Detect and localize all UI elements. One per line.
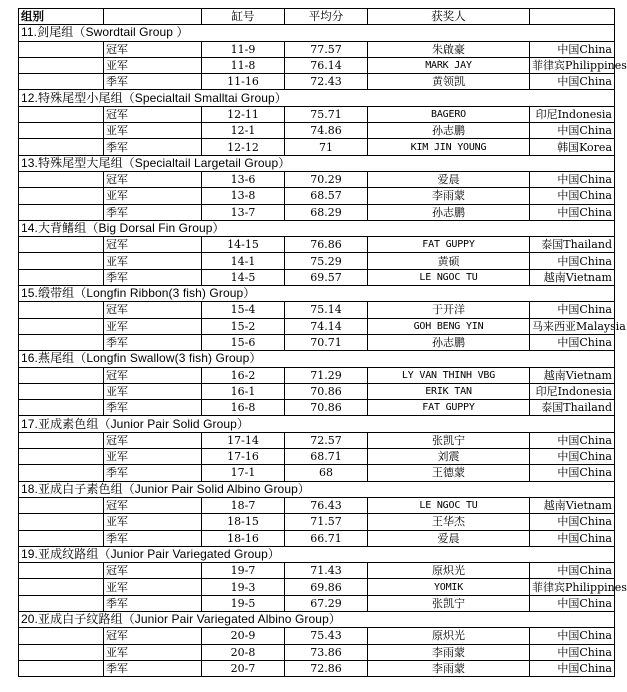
winner-cell: 孙志鹏 bbox=[368, 204, 530, 220]
empty-cell bbox=[19, 660, 104, 676]
empty-cell bbox=[19, 530, 104, 546]
table-row bbox=[19, 74, 615, 90]
empty-cell bbox=[19, 41, 104, 57]
score-cell: 70.71 bbox=[285, 334, 368, 350]
country-cell: 中国China bbox=[530, 41, 615, 57]
score-cell: 71.43 bbox=[285, 563, 368, 579]
group-title: 19.亚成纹路组（Junior Pair Variegated Group） bbox=[19, 546, 615, 562]
score-cell: 72.86 bbox=[285, 660, 368, 676]
table-header-row bbox=[19, 9, 615, 25]
group-title: 11.剑尾组（Swordtail Group ） bbox=[19, 25, 615, 41]
country-cell: 印尼Indonesia bbox=[530, 383, 615, 399]
header-country bbox=[530, 9, 615, 25]
tank-cell: 17-1 bbox=[202, 465, 285, 481]
rank-cell: 季军 bbox=[104, 139, 202, 155]
tank-cell: 14-5 bbox=[202, 269, 285, 285]
tank-cell: 13-6 bbox=[202, 171, 285, 187]
table-row bbox=[19, 139, 615, 155]
country-cell: 中国China bbox=[530, 660, 615, 676]
header-group: 组别 bbox=[19, 9, 104, 25]
winner-cell: 李雨蒙 bbox=[368, 188, 530, 204]
table-row bbox=[19, 204, 615, 220]
table-row bbox=[19, 400, 615, 416]
group-title-row bbox=[19, 416, 615, 432]
country-cell: 中国China bbox=[530, 188, 615, 204]
rank-cell: 亚军 bbox=[104, 514, 202, 530]
score-cell: 68.71 bbox=[285, 449, 368, 465]
empty-cell bbox=[19, 269, 104, 285]
header-tank: 缸号 bbox=[202, 9, 285, 25]
country-cell: 中国China bbox=[530, 465, 615, 481]
score-cell: 75.71 bbox=[285, 106, 368, 122]
group-title: 12.特殊尾型小尾组（Specialtail Smalltai Group） bbox=[19, 90, 615, 106]
country-cell: 菲律宾Philippines bbox=[530, 57, 615, 73]
empty-cell bbox=[19, 514, 104, 530]
country-cell: 中国China bbox=[530, 449, 615, 465]
tank-cell: 16-2 bbox=[202, 367, 285, 383]
table-row bbox=[19, 237, 615, 253]
winner-cell: 孙志鹏 bbox=[368, 334, 530, 350]
tank-cell: 17-16 bbox=[202, 449, 285, 465]
empty-cell bbox=[19, 188, 104, 204]
winner-cell: FAT GUPPY bbox=[368, 400, 530, 416]
empty-cell bbox=[19, 74, 104, 90]
country-cell: 中国China bbox=[530, 432, 615, 448]
winner-cell: 黄硕 bbox=[368, 253, 530, 269]
rank-cell: 亚军 bbox=[104, 449, 202, 465]
country-cell: 中国China bbox=[530, 204, 615, 220]
rank-cell: 季军 bbox=[104, 595, 202, 611]
tank-cell: 14-15 bbox=[202, 237, 285, 253]
results-table bbox=[18, 8, 627, 677]
results-sheet bbox=[18, 8, 627, 677]
empty-cell bbox=[19, 579, 104, 595]
tank-cell: 18-15 bbox=[202, 514, 285, 530]
rank-cell: 亚军 bbox=[104, 188, 202, 204]
group-title: 15.缎带组（Longfin Ribbon(3 fish) Group） bbox=[19, 286, 615, 302]
rank-cell: 冠军 bbox=[104, 628, 202, 644]
tank-cell: 11-16 bbox=[202, 74, 285, 90]
results-table-body bbox=[19, 9, 627, 677]
tank-cell: 15-6 bbox=[202, 334, 285, 350]
score-cell: 71 bbox=[285, 139, 368, 155]
country-cell: 中国China bbox=[530, 123, 615, 139]
empty-cell bbox=[19, 57, 104, 73]
tank-cell: 13-7 bbox=[202, 204, 285, 220]
group-title-row bbox=[19, 155, 615, 171]
score-cell: 71.57 bbox=[285, 514, 368, 530]
table-row bbox=[19, 106, 615, 122]
winner-cell: 原炽光 bbox=[368, 628, 530, 644]
group-title: 17.亚成素色组（Junior Pair Solid Group） bbox=[19, 416, 615, 432]
empty-cell bbox=[19, 628, 104, 644]
rank-cell: 冠军 bbox=[104, 302, 202, 318]
header-rank bbox=[104, 9, 202, 25]
table-row bbox=[19, 644, 615, 660]
table-row bbox=[19, 579, 615, 595]
rank-cell: 亚军 bbox=[104, 253, 202, 269]
group-title-row bbox=[19, 546, 615, 562]
rank-cell: 季军 bbox=[104, 660, 202, 676]
empty-cell bbox=[19, 204, 104, 220]
winner-cell: FAT GUPPY bbox=[368, 237, 530, 253]
table-row bbox=[19, 269, 615, 285]
table-row bbox=[19, 530, 615, 546]
country-cell: 中国China bbox=[530, 253, 615, 269]
winner-cell: 孙志鹏 bbox=[368, 123, 530, 139]
table-row bbox=[19, 367, 615, 383]
rank-cell: 亚军 bbox=[104, 318, 202, 334]
score-cell: 72.43 bbox=[285, 74, 368, 90]
country-cell: 中国China bbox=[530, 595, 615, 611]
table-row bbox=[19, 595, 615, 611]
empty-cell bbox=[19, 106, 104, 122]
rank-cell: 冠军 bbox=[104, 563, 202, 579]
tank-cell: 19-7 bbox=[202, 563, 285, 579]
winner-cell: 张凯宁 bbox=[368, 432, 530, 448]
country-cell: 中国China bbox=[530, 334, 615, 350]
score-cell: 70.86 bbox=[285, 400, 368, 416]
tank-cell: 11-9 bbox=[202, 41, 285, 57]
country-cell: 中国China bbox=[530, 171, 615, 187]
country-cell: 中国China bbox=[530, 74, 615, 90]
empty-cell bbox=[19, 644, 104, 660]
group-title: 20.亚成白子纹路组（Junior Pair Variegated Albino Group） bbox=[19, 611, 615, 627]
group-title: 16.燕尾组（Longfin Swallow(3 fish) Group） bbox=[19, 351, 615, 367]
score-cell: 67.29 bbox=[285, 595, 368, 611]
country-cell: 越南Vietnam bbox=[530, 367, 615, 383]
country-cell: 韩国Korea bbox=[530, 139, 615, 155]
tank-cell: 14-1 bbox=[202, 253, 285, 269]
rank-cell: 冠军 bbox=[104, 497, 202, 513]
winner-cell: LY VAN THINH VBG bbox=[368, 367, 530, 383]
group-title: 14.大背鳍组（Big Dorsal Fin Group） bbox=[19, 220, 615, 236]
winner-cell: LE NGOC TU bbox=[368, 269, 530, 285]
tank-cell: 19-5 bbox=[202, 595, 285, 611]
winner-cell: YOMIK bbox=[368, 579, 530, 595]
table-row bbox=[19, 302, 615, 318]
country-cell: 中国China bbox=[530, 563, 615, 579]
rank-cell: 亚军 bbox=[104, 57, 202, 73]
rank-cell: 季军 bbox=[104, 74, 202, 90]
table-row bbox=[19, 628, 615, 644]
table-row bbox=[19, 465, 615, 481]
country-cell: 越南Vietnam bbox=[530, 497, 615, 513]
winner-cell: 李雨蒙 bbox=[368, 644, 530, 660]
rank-cell: 季军 bbox=[104, 400, 202, 416]
tank-cell: 12-12 bbox=[202, 139, 285, 155]
tank-cell: 19-3 bbox=[202, 579, 285, 595]
table-row bbox=[19, 57, 615, 73]
rank-cell: 冠军 bbox=[104, 432, 202, 448]
group-title: 13.特殊尾型大尾组（Specialtail Largetail Group） bbox=[19, 155, 615, 171]
score-cell: 74.14 bbox=[285, 318, 368, 334]
group-title-row bbox=[19, 351, 615, 367]
table-row bbox=[19, 514, 615, 530]
rank-cell: 亚军 bbox=[104, 123, 202, 139]
group-title-row bbox=[19, 220, 615, 236]
empty-cell bbox=[19, 595, 104, 611]
empty-cell bbox=[19, 302, 104, 318]
empty-cell bbox=[19, 432, 104, 448]
table-row bbox=[19, 188, 615, 204]
empty-cell bbox=[19, 449, 104, 465]
table-row bbox=[19, 171, 615, 187]
country-cell: 泰国Thailand bbox=[530, 400, 615, 416]
empty-cell bbox=[19, 465, 104, 481]
score-cell: 72.57 bbox=[285, 432, 368, 448]
empty-cell bbox=[19, 497, 104, 513]
country-cell: 中国China bbox=[530, 628, 615, 644]
winner-cell: 李雨蒙 bbox=[368, 660, 530, 676]
rank-cell: 亚军 bbox=[104, 579, 202, 595]
tank-cell: 11-8 bbox=[202, 57, 285, 73]
empty-cell bbox=[19, 253, 104, 269]
empty-cell bbox=[19, 318, 104, 334]
empty-cell bbox=[19, 123, 104, 139]
header-winner: 获奖人 bbox=[368, 9, 530, 25]
header-avg: 平均分 bbox=[285, 9, 368, 25]
empty-cell bbox=[19, 383, 104, 399]
score-cell: 70.29 bbox=[285, 171, 368, 187]
country-cell: 中国China bbox=[530, 302, 615, 318]
country-cell: 印尼Indonesia bbox=[530, 106, 615, 122]
tank-cell: 20-8 bbox=[202, 644, 285, 660]
tank-cell: 12-11 bbox=[202, 106, 285, 122]
winner-cell: 张凯宁 bbox=[368, 595, 530, 611]
tank-cell: 18-16 bbox=[202, 530, 285, 546]
group-title-row bbox=[19, 611, 615, 627]
winner-cell: GOH BENG YIN bbox=[368, 318, 530, 334]
country-cell: 泰国Thailand bbox=[530, 237, 615, 253]
score-cell: 71.29 bbox=[285, 367, 368, 383]
rank-cell: 冠军 bbox=[104, 367, 202, 383]
country-cell: 中国China bbox=[530, 530, 615, 546]
score-cell: 76.43 bbox=[285, 497, 368, 513]
score-cell: 76.86 bbox=[285, 237, 368, 253]
winner-cell: 于开洋 bbox=[368, 302, 530, 318]
winner-cell: 朱啟豪 bbox=[368, 41, 530, 57]
country-cell: 越南Vietnam bbox=[530, 269, 615, 285]
score-cell: 76.14 bbox=[285, 57, 368, 73]
group-title-row bbox=[19, 90, 615, 106]
tank-cell: 18-7 bbox=[202, 497, 285, 513]
table-row bbox=[19, 383, 615, 399]
tank-cell: 13-8 bbox=[202, 188, 285, 204]
empty-cell bbox=[19, 400, 104, 416]
table-row bbox=[19, 449, 615, 465]
score-cell: 73.86 bbox=[285, 644, 368, 660]
score-cell: 75.29 bbox=[285, 253, 368, 269]
tank-cell: 20-9 bbox=[202, 628, 285, 644]
score-cell: 75.43 bbox=[285, 628, 368, 644]
country-cell: 中国China bbox=[530, 644, 615, 660]
tank-cell: 17-14 bbox=[202, 432, 285, 448]
country-cell: 菲律宾Philippines bbox=[530, 579, 615, 595]
tank-cell: 16-1 bbox=[202, 383, 285, 399]
score-cell: 74.86 bbox=[285, 123, 368, 139]
tank-cell: 15-2 bbox=[202, 318, 285, 334]
rank-cell: 冠军 bbox=[104, 41, 202, 57]
rank-cell: 季军 bbox=[104, 269, 202, 285]
score-cell: 68 bbox=[285, 465, 368, 481]
empty-cell bbox=[19, 171, 104, 187]
table-row bbox=[19, 318, 615, 334]
score-cell: 69.86 bbox=[285, 579, 368, 595]
score-cell: 75.14 bbox=[285, 302, 368, 318]
table-row bbox=[19, 563, 615, 579]
table-row bbox=[19, 497, 615, 513]
group-title-row bbox=[19, 25, 615, 41]
score-cell: 68.57 bbox=[285, 188, 368, 204]
winner-cell: LE NGOC TU bbox=[368, 497, 530, 513]
table-row bbox=[19, 334, 615, 350]
tank-cell: 20-7 bbox=[202, 660, 285, 676]
winner-cell: 刘震 bbox=[368, 449, 530, 465]
tank-cell: 16-8 bbox=[202, 400, 285, 416]
winner-cell: MARK JAY bbox=[368, 57, 530, 73]
winner-cell: 王华杰 bbox=[368, 514, 530, 530]
score-cell: 70.86 bbox=[285, 383, 368, 399]
rank-cell: 亚军 bbox=[104, 383, 202, 399]
score-cell: 77.57 bbox=[285, 41, 368, 57]
winner-cell: KIM JIN YOUNG bbox=[368, 139, 530, 155]
score-cell: 66.71 bbox=[285, 530, 368, 546]
rank-cell: 季军 bbox=[104, 465, 202, 481]
rank-cell: 季军 bbox=[104, 530, 202, 546]
winner-cell: 原炽光 bbox=[368, 563, 530, 579]
rank-cell: 冠军 bbox=[104, 237, 202, 253]
winner-cell: ERIK TAN bbox=[368, 383, 530, 399]
tank-cell: 12-1 bbox=[202, 123, 285, 139]
country-cell: 中国China bbox=[530, 514, 615, 530]
table-row bbox=[19, 253, 615, 269]
tank-cell: 15-4 bbox=[202, 302, 285, 318]
winner-cell: 爱晨 bbox=[368, 530, 530, 546]
empty-cell bbox=[19, 139, 104, 155]
empty-cell bbox=[19, 334, 104, 350]
empty-cell bbox=[19, 563, 104, 579]
winner-cell: 爱晨 bbox=[368, 171, 530, 187]
group-title-row bbox=[19, 286, 615, 302]
table-row bbox=[19, 123, 615, 139]
empty-cell bbox=[19, 367, 104, 383]
score-cell: 69.57 bbox=[285, 269, 368, 285]
group-title: 18.亚成白子素色组（Junior Pair Solid Albino Group） bbox=[19, 481, 615, 497]
rank-cell: 冠军 bbox=[104, 106, 202, 122]
table-row bbox=[19, 660, 615, 676]
table-row bbox=[19, 41, 615, 57]
rank-cell: 季军 bbox=[104, 334, 202, 350]
winner-cell: 黄领凯 bbox=[368, 74, 530, 90]
winner-cell: 王德蒙 bbox=[368, 465, 530, 481]
rank-cell: 冠军 bbox=[104, 171, 202, 187]
rank-cell: 亚军 bbox=[104, 644, 202, 660]
score-cell: 68.29 bbox=[285, 204, 368, 220]
country-cell: 马来西亚Malaysia bbox=[530, 318, 615, 334]
winner-cell: BAGERO bbox=[368, 106, 530, 122]
rank-cell: 季军 bbox=[104, 204, 202, 220]
empty-cell bbox=[19, 237, 104, 253]
group-title-row bbox=[19, 481, 615, 497]
table-row bbox=[19, 432, 615, 448]
